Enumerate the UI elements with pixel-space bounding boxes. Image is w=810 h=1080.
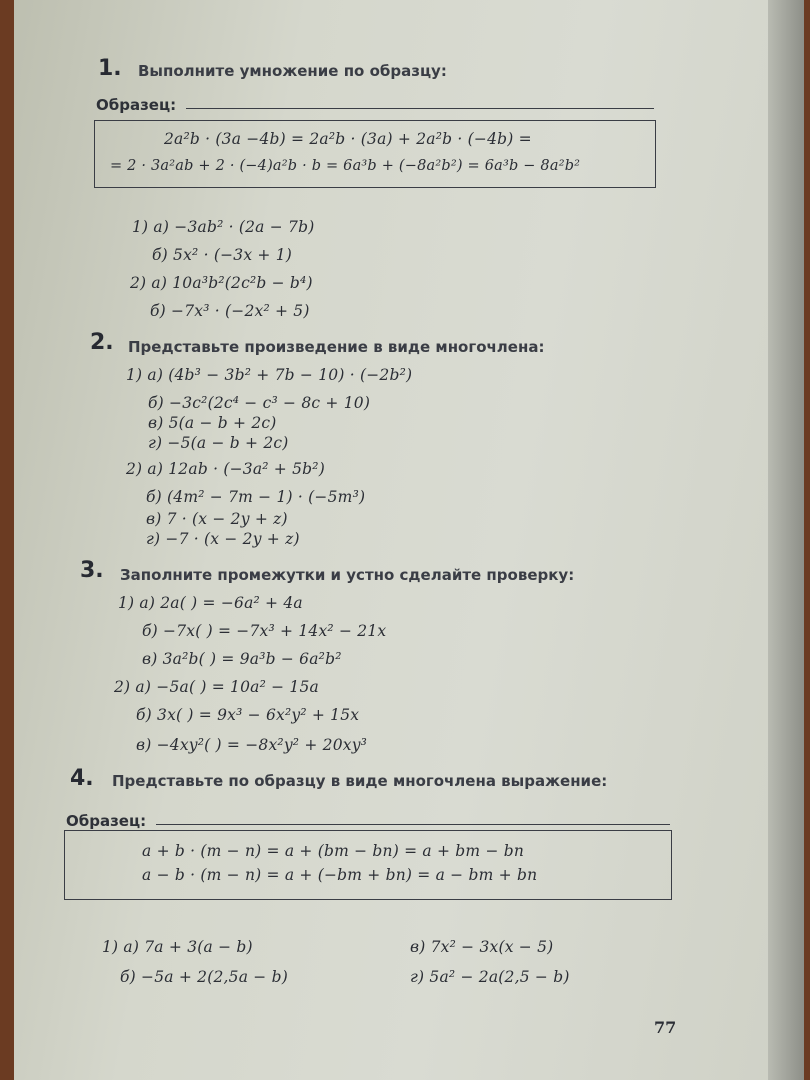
task-1-sample-label: Образец: bbox=[96, 96, 177, 114]
task-2-item-2g: г) −7 · (x − 2y + z) bbox=[146, 530, 300, 548]
task-1-sample-line-2: = 2 · 3a²ab + 2 · (−4)a²b · b = 6a³b + (−8a²b²) = 6a³b − 8a²b² bbox=[110, 158, 581, 174]
book-spine-shadow bbox=[768, 0, 804, 1080]
task-3-instruction: Заполните промежутки и устно сделайте проверку: bbox=[120, 566, 575, 584]
task-1-instruction: Выполните умножение по образцу: bbox=[138, 62, 447, 80]
task-1-item-2a: 2) а) 10a³b²(2c²b − b⁴) bbox=[130, 274, 313, 292]
textbook-page bbox=[14, 0, 804, 1080]
task-2-item-1v: в) 5(a − b + 2c) bbox=[148, 414, 277, 432]
task-3-item-1v: в) 3a²b( ) = 9a³b − 6a²b² bbox=[142, 650, 342, 668]
task-2-number: 2. bbox=[90, 330, 114, 355]
sample-top-rule bbox=[186, 108, 654, 109]
task-4-item-1a: 1) а) 7a + 3(a − b) bbox=[102, 938, 253, 956]
task-3-item-2a: 2) а) −5a( ) = 10a² − 15a bbox=[114, 678, 319, 696]
task-4-item-1v: в) 7x² − 3x(x − 5) bbox=[410, 938, 554, 956]
task-1-item-2b: б) −7x³ · (−2x² + 5) bbox=[150, 302, 310, 320]
task-4-item-1b: б) −5a + 2(2,5a − b) bbox=[120, 968, 288, 986]
task-2-item-2v: в) 7 · (x − 2y + z) bbox=[146, 510, 288, 528]
task-4-instruction: Представьте по образцу в виде многочлена выражение: bbox=[112, 772, 608, 790]
task-4-sample-label: Образец: bbox=[66, 812, 147, 830]
task-1-number: 1. bbox=[98, 56, 122, 81]
task-4-sample-line-1: a + b · (m − n) = a + (bm − bn) = a + bm − bn bbox=[142, 842, 525, 860]
task-3-number: 3. bbox=[80, 558, 104, 583]
task-4-sample-line-2: a − b · (m − n) = a + (−bm + bn) = a − bm + bn bbox=[142, 866, 538, 884]
task-4-number: 4. bbox=[70, 766, 94, 791]
task-1-sample-line-1: 2a²b · (3a −4b) = 2a²b · (3a) + 2a²b · (−4b) = bbox=[164, 130, 532, 148]
task-3-item-2b: б) 3x( ) = 9x³ − 6x²y² + 15x bbox=[136, 706, 360, 724]
task-2-item-1a: 1) а) (4b³ − 3b² + 7b − 10) · (−2b²) bbox=[126, 366, 413, 384]
task-4-item-1g: г) 5a² − 2a(2,5 − b) bbox=[410, 968, 570, 986]
task-2-item-2b: б) (4m² − 7m − 1) · (−5m³) bbox=[146, 488, 366, 506]
task-2-item-1b: б) −3c²(2c⁴ − c³ − 8c + 10) bbox=[148, 394, 371, 412]
task-2-item-1g: г) −5(a − b + 2c) bbox=[148, 434, 289, 452]
task-2-item-2a: 2) а) 12ab · (−3a² + 5b²) bbox=[126, 460, 325, 478]
task-3-item-1a: 1) а) 2a( ) = −6a² + 4a bbox=[118, 594, 303, 612]
task-4-sample-box bbox=[64, 830, 672, 900]
task-1-item-1b: б) 5x² · (−3x + 1) bbox=[152, 246, 293, 264]
page-number: 77 bbox=[654, 1018, 677, 1037]
task-2-instruction: Представьте произведение в виде многочлена: bbox=[128, 338, 545, 356]
task-3-item-1b: б) −7x( ) = −7x³ + 14x² − 21x bbox=[142, 622, 387, 640]
task-3-item-2v: в) −4xy²( ) = −8x²y² + 20xy³ bbox=[136, 736, 368, 754]
task-1-item-1a: 1) а) −3ab² · (2a − 7b) bbox=[132, 218, 315, 236]
sample-top-rule bbox=[156, 824, 670, 825]
